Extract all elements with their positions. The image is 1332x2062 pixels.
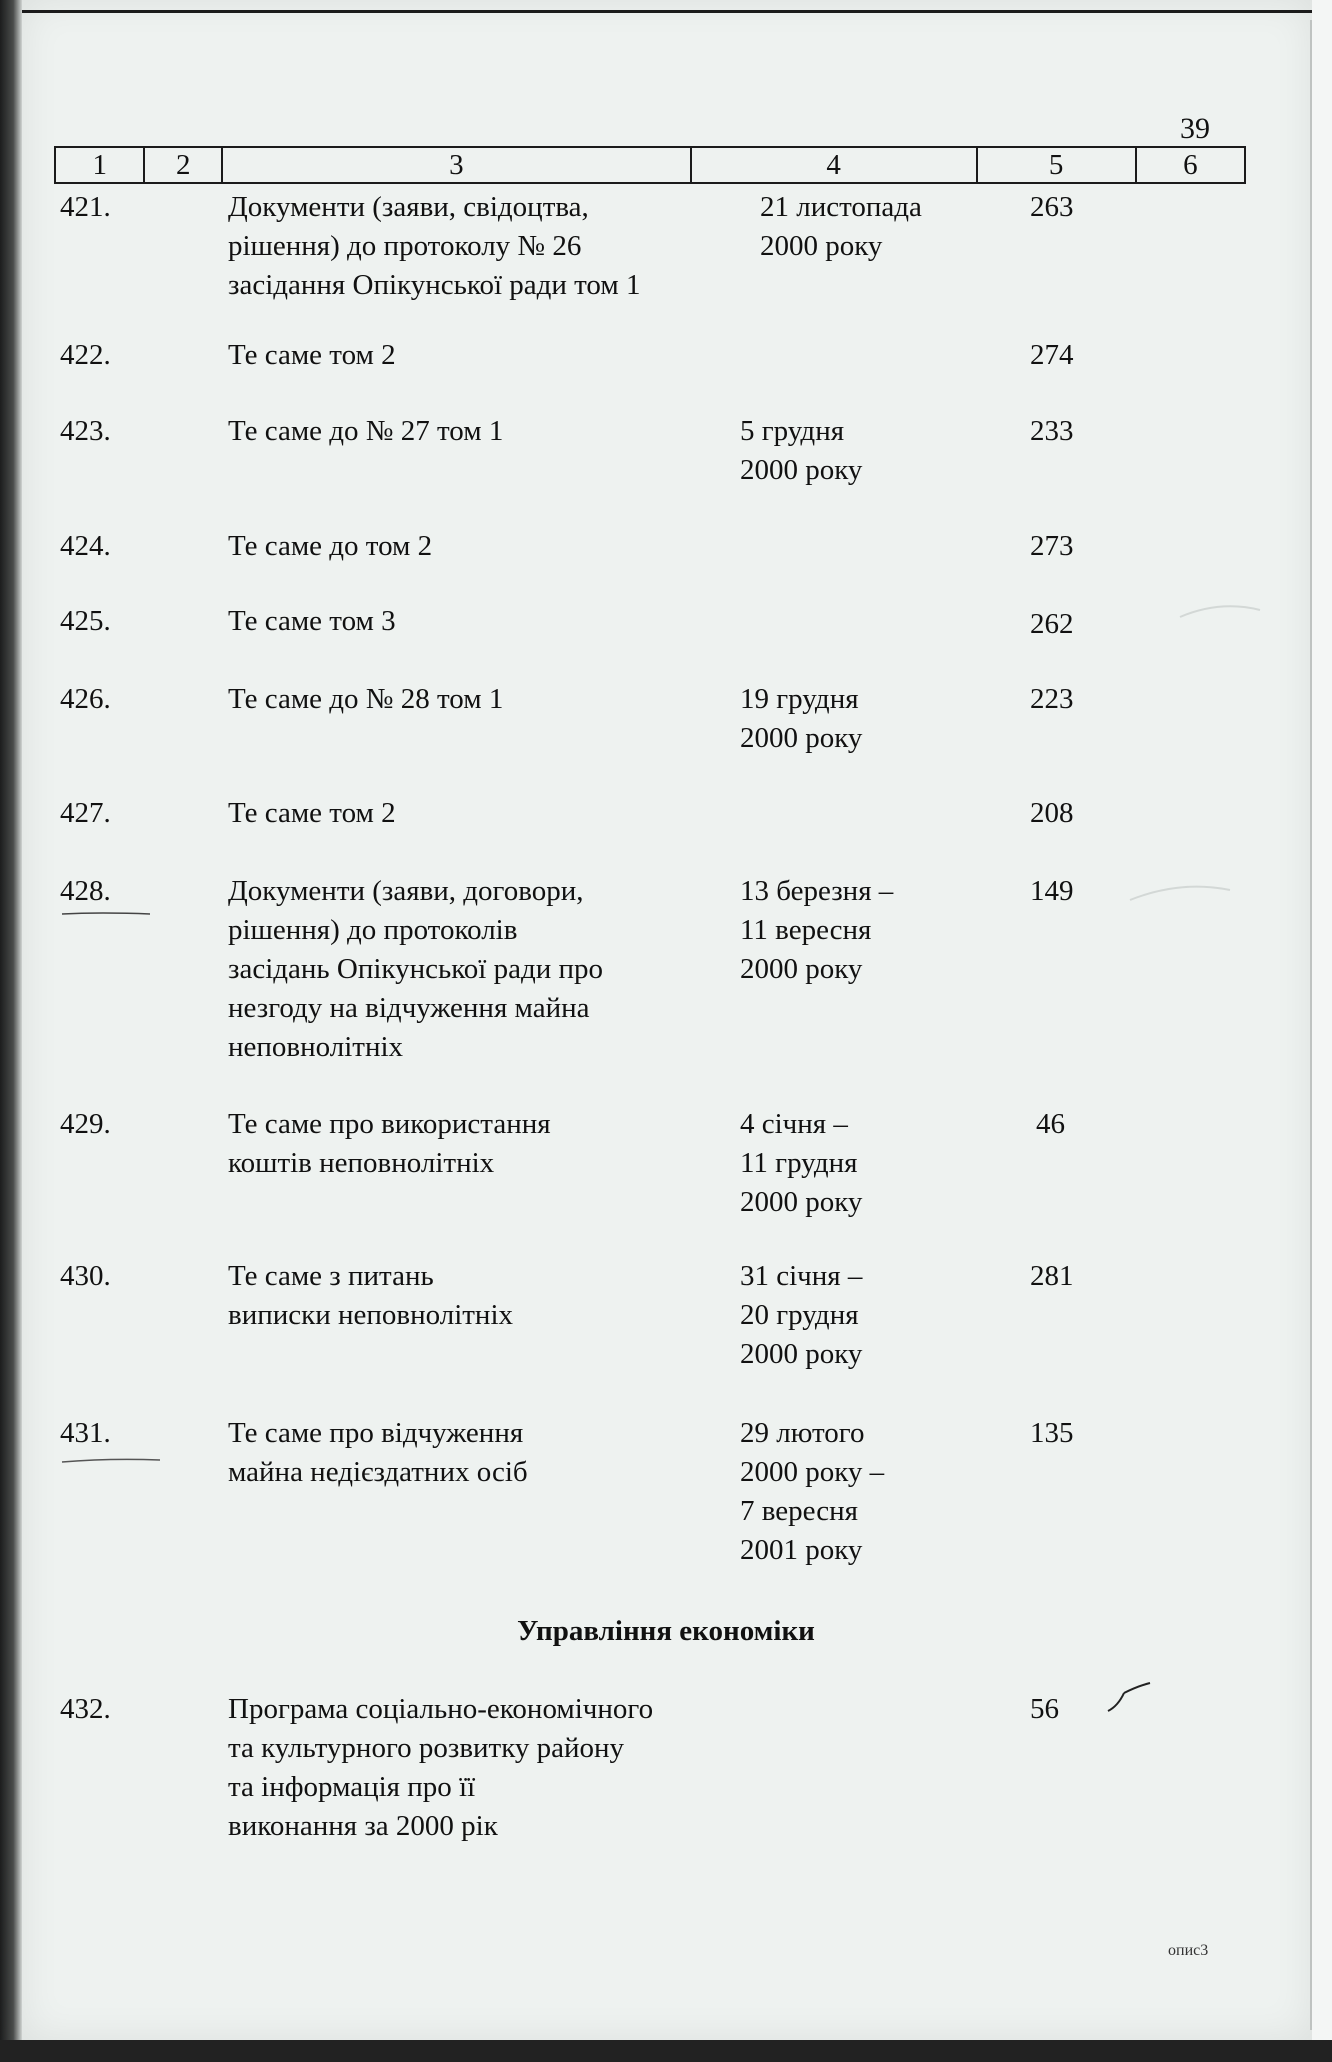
row-426-number: 426. [60,683,111,715]
row-432-number: 432. [60,1693,111,1725]
row-425-number: 425. [60,605,111,637]
faint-mark-icon [1180,606,1260,617]
column-header-5: 5 [977,147,1136,183]
row-427-description: Те саме том 2 [228,797,396,829]
row-421-number: 421. [60,191,111,223]
page-number: 39 [1180,112,1210,145]
row-428-date: 13 березня – 11 вересня 2000 року [740,875,894,985]
pen-stroke-431 [62,1459,160,1462]
column-header-1: 1 [55,147,144,183]
row-430-date: 31 січня – 20 грудня 2000 року [740,1260,863,1370]
row-426-description: Те саме до № 28 том 1 [228,683,504,715]
row-430-number: 430. [60,1260,111,1292]
row-424-description: Те саме до том 2 [228,530,433,562]
section-title: Управління економіки [517,1615,815,1647]
row-425-sheets: 262 [1030,608,1074,640]
row-426-sheets: 223 [1030,683,1074,715]
row-424-number: 424. [60,530,111,562]
row-421-description: Документи (заяви, свідоцтва, рішення) до протоколу № 26 засідання Опікунської ради том 1 [228,191,641,301]
row-431-number: 431. [60,1417,111,1449]
row-421-sheets: 263 [1030,191,1074,223]
row-431-date: 29 лютого 2000 року – 7 вересня 2001 року [740,1417,885,1566]
row-431-description: Те саме про відчуження майна недієздатних осіб [228,1417,528,1488]
row-432-description: Програма соціально-економічного та культурного розвитку району та інформація про її виконання за 2000 рік [228,1693,654,1842]
row-423-description: Те саме до № 27 том 1 [228,415,504,447]
row-428-description: Документи (заяви, договори, рішення) до протоколів засідань Опікунської ради про незгоду на відчуження майна неповнолітніх [228,875,604,1063]
row-429-number: 429. [60,1108,111,1140]
row-432-sheets: 56 [1030,1693,1059,1725]
row-423-date: 5 грудня 2000 року [740,415,863,486]
row-424-sheets: 273 [1030,530,1074,562]
row-425-description: Те саме том 3 [228,605,396,637]
column-header-3: 3 [222,147,691,183]
row-430-description: Те саме з питань виписки неповнолітніх [228,1260,514,1331]
column-header-2: 2 [144,147,222,183]
column-header-4: 4 [691,147,977,183]
row-429-description: Те саме про використання коштів неповнолітніх [228,1108,551,1179]
row-423-number: 423. [60,415,111,447]
faint-mark-icon [1130,887,1230,900]
checkmark-icon [1108,1683,1150,1711]
row-422-sheets: 274 [1030,339,1074,371]
row-422-number: 422. [60,339,111,371]
footer-stamp: опис3 [1168,1942,1209,1959]
row-430-sheets: 281 [1030,1260,1074,1292]
row-428-sheets: 149 [1030,875,1074,907]
row-427-number: 427. [60,797,111,829]
row-429-date: 4 січня – 11 грудня 2000 року [740,1108,863,1218]
row-423-sheets: 233 [1030,415,1074,447]
pen-stroke-428 [62,913,150,914]
column-header-6: 6 [1136,147,1245,183]
row-422-description: Те саме том 2 [228,339,396,371]
row-429-sheets: 46 [1036,1108,1065,1140]
row-431-sheets: 135 [1030,1417,1074,1449]
row-427-sheets: 208 [1030,797,1074,829]
row-428-number: 428. [60,875,111,907]
row-421-date: 21 листопада 2000 року [760,191,922,262]
row-426-date: 19 грудня 2000 року [740,683,863,754]
